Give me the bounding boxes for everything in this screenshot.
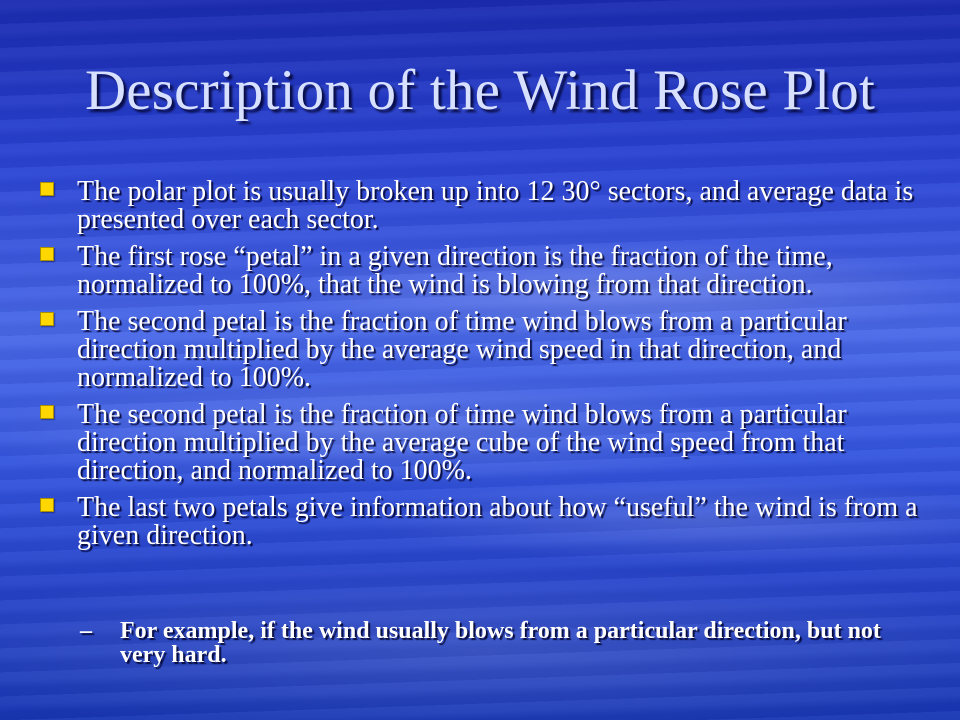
sub-bullet-item [78, 619, 920, 667]
bullet-item [40, 308, 930, 392]
sub-bullet-list [0, 619, 920, 667]
bullet-list [40, 178, 930, 559]
square-bullet-icon [40, 312, 54, 326]
bullet-text: The last two petals give information about how “useful” the wind is from a given direction. [77, 492, 918, 551]
square-bullet-icon [40, 405, 54, 419]
sub-bullet-text: For example, if the wind usually blows from a particular direction, but not very hard. [120, 618, 881, 668]
bullet-text: The second petal is the fraction of time wind blows from a particular direction multiplied by the average cube of the wind speed from that direction, and normalized to 100%. [77, 399, 847, 486]
bullet-item [40, 401, 930, 485]
bullet-text: The second petal is the fraction of time wind blows from a particular direction multiplied by the average wind speed in that direction, and normalized to 100%. [77, 306, 847, 393]
bullet-item [40, 494, 930, 550]
bullet-item [40, 178, 930, 234]
bullet-text: The first rose “petal” in a given direction is the fraction of the time, normalized to 100%, that the wind is blowing from that direction. [77, 241, 833, 300]
dash-bullet-icon: – [80, 618, 92, 644]
slide-title: Description of the Wind Rose Plot [84, 59, 876, 122]
square-bullet-icon [40, 247, 54, 261]
bullet-text: The polar plot is usually broken up into 12 30° sectors, and average data is presented over each sector. [77, 176, 914, 235]
bullet-item [40, 243, 930, 299]
square-bullet-icon [40, 182, 54, 196]
square-bullet-icon [40, 498, 54, 512]
